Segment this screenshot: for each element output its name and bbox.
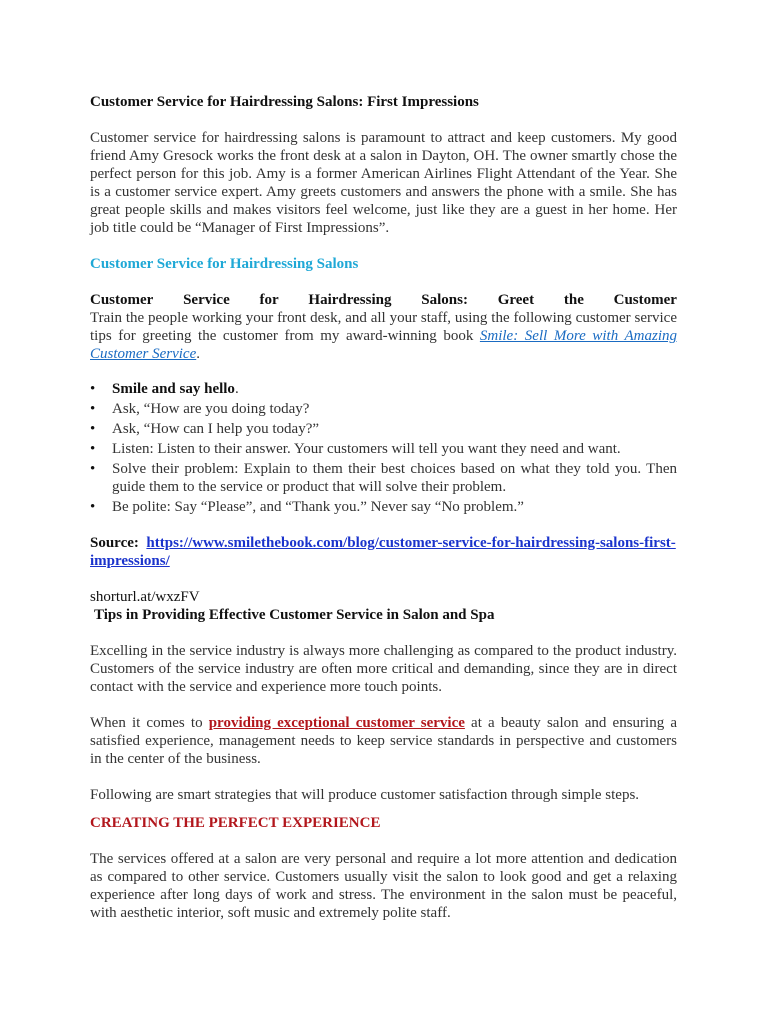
tip-item bbox=[112, 440, 677, 458]
greet-heading-word: the bbox=[563, 292, 584, 308]
document-title: Customer Service for Hairdressing Salons: First Impressions bbox=[90, 94, 479, 110]
greet-heading-word: Hairdressing bbox=[308, 292, 392, 308]
perfect-experience-heading: CREATING THE PERFECT EXPERIENCE bbox=[90, 815, 381, 831]
tip-text: Solve their problem: Explain to them their best choices based on what they told you. Then guide them to the service or product that will solve their problem. bbox=[112, 461, 677, 495]
greet-paragraph bbox=[90, 309, 677, 363]
tip-text: Be polite: Say “Please”, and “Thank you.” Never say “No problem.” bbox=[112, 499, 524, 515]
greet-heading-word: for bbox=[259, 292, 279, 308]
book-link[interactable]: Smile: Sell More with Amazing Customer Service bbox=[90, 328, 677, 362]
intro-paragraph: Customer service for hairdressing salons is paramount to attract and keep customers. My good friend Amy Gresock works the front desk at a salon in Dayton, OH. The owner smartly chose the perfect person for this job. Amy is a former American Airlines Flight Attendant of the Year. She is a customer service expert. Amy greets customers and answers the phone with a smile. She has great people skills and makes visitors feel welcome, just like they are a guest in her home. Her job title could be “Manager of First Impressions”. bbox=[90, 130, 677, 236]
source-link[interactable]: https://www.smilethebook.com/blog/customer-service-for-hairdressing-salons-first-impressions/ bbox=[90, 535, 676, 569]
exceptional-service-link[interactable]: providing exceptional customer service bbox=[208, 715, 465, 731]
greet-heading-word: Customer bbox=[613, 292, 677, 308]
greet-period: . bbox=[196, 346, 200, 362]
when-post: at a beauty salon and ensuring a satisfied experience, management needs to keep service standards in perspective and customers in the center of the business. bbox=[90, 715, 678, 767]
greet-heading bbox=[90, 291, 677, 309]
short-url: shorturl.at/wxzFV bbox=[90, 589, 200, 605]
subtitle-heading: Tips in Providing Effective Customer Service in Salon and Spa bbox=[94, 607, 495, 623]
greet-heading-word: Greet bbox=[497, 292, 535, 308]
tip-strong-text: Smile and say hello bbox=[112, 381, 235, 397]
source-line bbox=[90, 534, 677, 570]
tip-text: Listen: Listen to their answer. Your customers will tell you want they need and want. bbox=[112, 441, 621, 457]
tip-item bbox=[112, 498, 677, 516]
tip-item bbox=[112, 380, 677, 398]
tip-item bbox=[112, 400, 677, 418]
document-page bbox=[90, 93, 677, 922]
greet-heading-word: Customer bbox=[90, 292, 154, 308]
when-pre: When it comes to bbox=[90, 715, 209, 731]
tip-text: Ask, “How are you doing today? bbox=[112, 401, 310, 417]
when-paragraph bbox=[90, 714, 677, 768]
greet-heading-word: Service bbox=[183, 292, 230, 308]
following-paragraph: Following are smart strategies that will produce customer satisfaction through simple steps. bbox=[90, 787, 640, 803]
greet-heading-word: Salons: bbox=[421, 292, 468, 308]
tips-list bbox=[90, 380, 677, 516]
greet-body: Train the people working your front desk, and all your staff, using the following customer service tips for greeting the customer from my award-winning book bbox=[90, 310, 677, 344]
tip-item bbox=[112, 420, 677, 438]
excelling-paragraph: Excelling in the service industry is always more challenging as compared to the product industry. Customers of the service industry are often more critical and demanding, since they are in direct contact with the service and experience more touch points. bbox=[90, 643, 677, 695]
tip-text: . bbox=[234, 381, 239, 397]
tip-item bbox=[112, 460, 677, 496]
services-paragraph: The services offered at a salon are very personal and require a lot more attention and dedication as compared to other service. Customers usually visit the salon to look good and get a relaxing experience after long days of work and stress. The environment in the salon must be peaceful, with aesthetic interior, soft music and extremely polite staff. bbox=[90, 851, 677, 921]
section-heading-link: Customer Service for Hairdressing Salons bbox=[90, 256, 359, 272]
source-label: Source: bbox=[90, 535, 139, 551]
tip-text: Ask, “How can I help you today?” bbox=[112, 421, 320, 437]
